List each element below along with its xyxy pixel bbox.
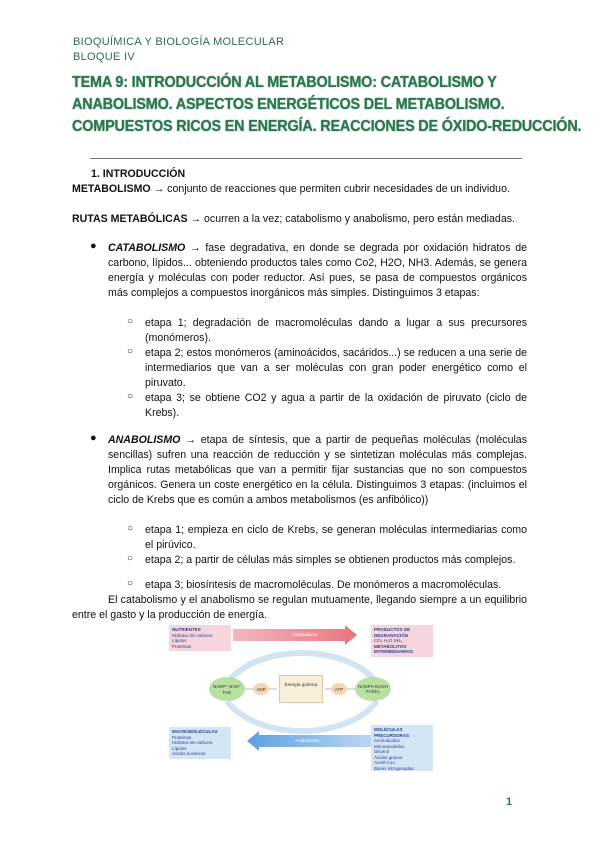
divider xyxy=(90,158,522,159)
catabolismo-term: CATABOLISMO xyxy=(108,242,186,254)
energy-box: Energía química xyxy=(279,675,323,703)
bullet-icon: ● xyxy=(90,240,97,252)
nutrients-title: NUTRIENTES xyxy=(172,627,201,632)
page-title xyxy=(72,72,582,138)
products-title: PRODUCTOS DE DEGRADACIÓN xyxy=(374,627,411,638)
anabolismo-label: Anabolismo xyxy=(295,738,319,743)
closing-paragraph: El catabolismo y el anabolismo se regulan mutuamente, llegando siempre a un equilibrio entre el gasto y la producción de energía. xyxy=(72,594,527,621)
title-line-2: ANABOLISMO. ASPECTOS ENERGÉTICOS DEL METABOLISMO. xyxy=(72,96,505,113)
nadph-right-pill: NADPH NADH FADH₂ xyxy=(355,677,391,701)
catabolismo-step-2: etapa 2; estos monómeros (aminoácidos, sacáridos...) se reducen a una serie de intermediarios que van a ser moléculas con gran poder energético como el piruvato. xyxy=(145,347,527,389)
precursor-item: Glicerol xyxy=(374,749,390,754)
header-subject: BIOQUÍMICA Y BIOLOGÍA MOLECULAR xyxy=(73,36,285,48)
nadp-left-pill: NADP⁺ NAD⁺ FAD xyxy=(209,677,245,701)
rutas-term: RUTAS METABÓLICAS xyxy=(72,213,188,225)
precursor-item: Aminoácidos xyxy=(374,738,400,743)
rutas-paragraph xyxy=(72,212,527,227)
precursors-title: MOLÉCULAS PRECURSORAS xyxy=(374,727,410,738)
catabolismo-text: → fase degradativa, en donde se degrada por oxidación hidratos de carbono, lípidos... obteniendo productos tales como Co2, H2O, NH3. Además, se genera energía y moléculas con poder reductor. Así pues, se pasa de compuestos orgánicos más complejos a compuestos inorgánicos más simples. Distinguimos 3 etapas: xyxy=(108,242,527,299)
nutrient-item: Lípidos xyxy=(172,638,187,643)
title-line-3: COMPUESTOS RICOS EN ENERGÍA. REACCIONES DE ÓXIDO-REDUCCIÓN. xyxy=(72,118,582,135)
precursor-item: Bases nitrogenadas xyxy=(374,765,414,771)
products-subtitle: METABOLITOS INTERMEDIARIOS xyxy=(374,643,414,654)
circle-bullet-icon: ○ xyxy=(127,553,134,564)
macro-item: Proteínas xyxy=(172,734,192,740)
anabolismo-text: → etapa de síntesis, que a partir de pequeñas moléculas (moléculas sencillas) sufren una reacción de reducción y se sintetizan moléculas más complejas. Implica rutas metabólicas que van a permitir fijar sustancias que no son compuestos orgánicos. Genera un coste energético en la célula. Distinguimos 3 etapas: (incluimos el ciclo de Krebs que es común a ambos metabolismos (es anfibólico)) xyxy=(108,434,527,506)
metabolism-diagram xyxy=(167,623,434,773)
anabolismo-term: ANABOLISMO xyxy=(108,434,181,446)
catabolismo-paragraph xyxy=(108,241,527,301)
catabolismo-label: Catabolismo xyxy=(292,632,318,637)
bullet-icon: ● xyxy=(90,432,97,444)
header-block: BLOQUE IV xyxy=(73,51,135,63)
precursor-item: Monosacáridos xyxy=(374,743,405,749)
macro-item: Ácidos nucleicos xyxy=(172,751,206,756)
circle-bullet-icon: ○ xyxy=(127,346,134,357)
metabolismo-term: METABOLISMO xyxy=(72,183,151,195)
rutas-definition: → ocurren a la vez; catabolismo y anabolismo, pero están mediadas. xyxy=(187,213,515,225)
atp-pill: ATP xyxy=(331,683,347,695)
anabolismo-paragraph xyxy=(108,433,527,508)
adp-pill: ADP xyxy=(253,683,269,695)
nutrients-box xyxy=(169,625,231,651)
precursors-box xyxy=(371,725,433,771)
page-number: 1 xyxy=(506,796,513,808)
section-heading: 1. INTRODUCCIÓN xyxy=(91,168,186,180)
macromolecules-box xyxy=(169,727,231,759)
products-box xyxy=(371,625,433,657)
circle-bullet-icon: ○ xyxy=(127,578,134,589)
macro-title: MACROMOLÉCULAS xyxy=(172,729,218,734)
anabolismo-step-1: etapa 1; empieza en ciclo de Krebs, se generan moléculas intermediarias como el pirúvico. xyxy=(145,524,527,551)
circle-bullet-icon: ○ xyxy=(127,523,134,534)
circle-bullet-icon: ○ xyxy=(127,391,134,402)
anabolismo-step-2: etapa 2; a partir de células más simples se obtienen productos más complejos. xyxy=(145,554,516,566)
macro-item: Lípidos xyxy=(172,745,187,751)
macro-item: Hidratos de carbono xyxy=(172,740,213,745)
products-item: CO₂ H₂O NH₃ xyxy=(374,638,402,643)
metabolismo-definition: → conjunto de reacciones que permiten cubrir necesidades de un individuo. xyxy=(150,183,510,195)
title-line-1: TEMA 9: INTRODUCCIÓN AL METABOLISMO: CATABOLISMO Y xyxy=(72,74,497,91)
metabolismo-paragraph xyxy=(72,182,527,197)
circle-bullet-icon: ○ xyxy=(127,316,134,327)
precursor-item: Acetil-CoA xyxy=(374,760,396,765)
catabolismo-step-1: etapa 1; degradación de macromoléculas dando a lugar a sus precursores (monómeros). xyxy=(145,317,527,344)
precursor-item: Ácidos grasos xyxy=(374,754,403,760)
catabolismo-step-3: etapa 3; se obtiene CO2 y agua a partir de la oxidación de piruvato (ciclo de Krebs). xyxy=(145,392,527,419)
nutrient-item: Proteínas xyxy=(172,643,192,649)
nutrient-item: Hidratos de carbono xyxy=(172,632,213,638)
anabolismo-step-3: etapa 3; biosíntesis de macromoléculas. De monómeros a macromoléculas. xyxy=(145,579,502,591)
